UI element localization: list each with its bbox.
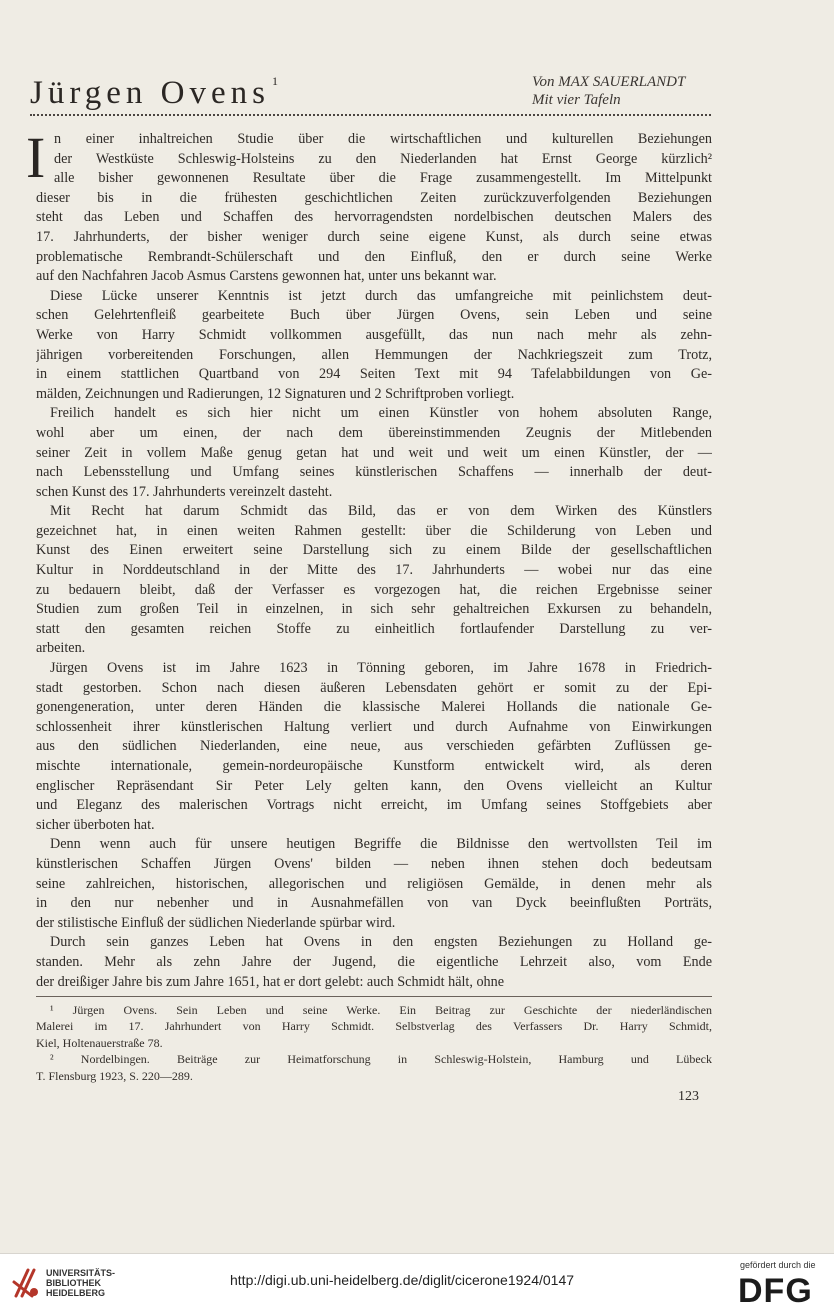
text-line: wohl aber um einen, der nach dem übereinstimmenden Zeugnis der Mitlebenden bbox=[36, 424, 712, 441]
paragraph bbox=[36, 502, 712, 659]
text-line: der dreißiger Jahre bis zum Jahre 1651, hat er dort gelebt: auch Schmidt hält, ohne bbox=[36, 973, 505, 990]
paragraph bbox=[36, 287, 712, 405]
text-line: standen. Mehr als zehn Jahre der Jugend, die eigentliche Lehrzeit also, vom Ende bbox=[36, 953, 712, 970]
text-line: Freilich handelt es sich hier nicht um einen Künstler von hohem absoluten Range, bbox=[50, 405, 712, 422]
text-line: seiner Zeit in vollem Maße genug getan hat und weit und weit um einen Künstler, der — bbox=[36, 444, 712, 461]
text-line: Kunst des Einen erweitert seine Darstellung sich zu einem Bilde der gesellschaftlichen bbox=[36, 542, 712, 559]
footnotes bbox=[36, 1002, 712, 1084]
text-line: Werke von Harry Schmidt vollkommen ausgefüllt, das nun nach mehr als zehn- bbox=[36, 326, 712, 343]
text-line: 17. Jahrhunderts, der bisher weniger durch seine eigene Kunst, als durch seine etwas bbox=[36, 228, 712, 245]
text-line: und Eleganz des malerischen Vortrags nicht erreicht, im Umfang seines Stoffgebiets aber bbox=[36, 797, 712, 814]
paragraph bbox=[36, 835, 712, 933]
footnote-line: ² Nordelbingen. Beiträge zur Heimatforschung in Schleswig-Holstein, Hamburg und Lübeck bbox=[50, 1052, 712, 1067]
text-line: stadt gestorben. Schon nach diesen äußeren Lebensdaten gehört er somit zu der Epi- bbox=[36, 679, 712, 696]
text-line: gezeichnet hat, in einen weiten Rahmen gestellt: über die Schilderung von Leben und bbox=[36, 522, 712, 539]
text-line: schen Kunst des 17. Jahrhunderts vereinzelt dasteht. bbox=[36, 483, 333, 500]
byline bbox=[532, 73, 685, 109]
footnote-line: ¹ Jürgen Ovens. Sein Leben und seine Werke. Ein Beitrag zur Geschichte der niederländischen bbox=[50, 1003, 712, 1017]
text-line: zu bedauern bleibt, daß der Verfasser es vorgezogen hat, die reichen Ergebnisse seiner bbox=[36, 581, 712, 598]
text-line: gonengeneration, unter deren Händen die klassische Malerei Hollands die nationale Ge- bbox=[36, 699, 712, 716]
title-footnote-marker: 1 bbox=[271, 74, 278, 88]
text-line: der Westküste Schleswig-Holsteins zu den Niederlanden hat Ernst George kürzlich² bbox=[54, 150, 712, 167]
footnote-line: Kiel, Holtenauerstraße 78. bbox=[36, 1035, 163, 1050]
text-line: steht das Leben und Schaffen des hervorragendsten nordelbischen deutschen Malers des bbox=[36, 209, 712, 226]
text-line: alle bisher gewonnenen Resultate über die Frage zusammengestellt. Im Mittelpunkt bbox=[54, 170, 712, 187]
paragraph bbox=[36, 404, 712, 502]
footnote bbox=[36, 1051, 712, 1084]
text-line: nach Lebensstellung und Umfang seines künstlerischen Schaffens — innerhalb der deut- bbox=[36, 464, 712, 481]
text-line: statt den gesamten reichen Stoffe zu einheitlich fortlaufender Darstellung zu ver- bbox=[36, 620, 712, 637]
text-line: Durch sein ganzes Leben hat Ovens in den engsten Beziehungen zu Holland ge- bbox=[50, 934, 712, 951]
text-line: auf den Nachfahren Jacob Asmus Carstens gewonnen hat, unter uns bekannt war. bbox=[36, 268, 497, 285]
paragraph bbox=[36, 659, 712, 835]
heidelberg-library-logo-icon bbox=[10, 1262, 42, 1302]
text-line: dieser bis in die frühesten geschichtlichen Zeiten zurückzuverfolgenden Beziehungen bbox=[36, 189, 712, 206]
text-line: mischte internationale, gemein-nordeuropäische Kunstform entwickelt wird, als deren bbox=[36, 758, 712, 774]
text-line: schen Gelehrtenfleiß gearbeitete Buch über Jürgen Ovens, sein Leben und seine bbox=[36, 307, 712, 324]
text-line: Mit Recht hat darum Schmidt das Bild, das er von dem Wirken des Künstlers bbox=[50, 503, 712, 520]
text-line: mälden, Zeichnungen und Radierungen, 12 Signaturen und 2 Schriftproben vorliegt. bbox=[36, 385, 515, 402]
dfg-logo[interactable]: DFG bbox=[738, 1272, 813, 1310]
text-line: künstlerischen Schaffen Jürgen Ovens' bilden — neben ihnen stehen doch bedeutsam bbox=[36, 855, 712, 872]
text-line: schlossenheit ihrer künstlerischen Haltung verliert und durch Aufnahme von Einwirkungen bbox=[36, 718, 712, 735]
paragraph bbox=[36, 933, 712, 992]
footnote bbox=[36, 1002, 712, 1051]
header-rule bbox=[30, 114, 711, 116]
text-line: in den nur nebenher und in Ausnahmefällen von van Dyck beeinflußten Porträts, bbox=[36, 895, 712, 912]
text-line: der stilistische Einfluß der südlichen Niederlande spürbar wird. bbox=[36, 914, 396, 931]
paragraph bbox=[26, 125, 712, 287]
byline-subtitle: Mit vier Tafeln bbox=[532, 92, 621, 108]
viewer-footer bbox=[0, 1253, 834, 1314]
text-line: n einer inhaltreichen Studie über die wirtschaftlichen und kulturellen Beziehungen bbox=[54, 131, 712, 147]
article-title: Jürgen Ovens $^1$ bbox=[30, 74, 278, 111]
library-name[interactable]: UNIVERSITÄTS- BIBLIOTHEK HEIDELBERG bbox=[46, 1268, 116, 1298]
footnote-line: T. Flensburg 1923, S. 220—289. bbox=[36, 1068, 193, 1083]
permalink-url[interactable]: http://digi.ub.uni-heidelberg.de/diglit/cicerone1924/0147 bbox=[230, 1272, 575, 1288]
text-line: Denn wenn auch für unsere heutigen Begriffe die Bildnisse den wertvollsten Teil im bbox=[50, 836, 712, 853]
page-number: 123 bbox=[678, 1089, 699, 1104]
sponsor-label: gefördert durch die bbox=[740, 1260, 816, 1270]
text-line: seine zahlreichen, historischen, allegorischen und religiösen Gemälde, in denen mehr als bbox=[36, 875, 712, 892]
article-body bbox=[26, 125, 712, 992]
text-line: Studien zum großen Teil in einzelnen, in sich sehr gehaltreichen Exkursen zu behandeln, bbox=[36, 601, 712, 618]
text-line: problematische Rembrandt-Schülerschaft und den Einfluß, den er durch seine Werke bbox=[36, 248, 712, 265]
text-line: Jürgen Ovens ist im Jahre 1623 in Tönning geboren, im Jahre 1678 in Friedrich- bbox=[50, 660, 712, 677]
text-line: sicher überboten hat. bbox=[36, 816, 155, 833]
text-line: Diese Lücke unserer Kenntnis ist jetzt durch das umfangreiche mit peinlichstem deut- bbox=[50, 287, 712, 304]
text-line: aus den südlichen Niederlanden, eine neue, aus verschieden gefärbten Zuflüssen ge- bbox=[36, 738, 712, 755]
drop-cap: I bbox=[26, 125, 46, 190]
text-line: Kultur in Norddeutschland in der Mitte des 17. Jahrhunderts — wobei nur das eine bbox=[36, 562, 712, 579]
text-line: arbeiten. bbox=[36, 640, 86, 657]
footnote-line: Malerei im 17. Jahrhundert von Harry Schmidt. Selbstverlag des Verfassers Dr. Harry Schmidt, bbox=[36, 1019, 712, 1034]
text-line: in einem stattlichen Quartband von 294 Seiten Text mit 94 Tafelabbildungen von Ge- bbox=[36, 366, 712, 383]
text-line: englischer Repräsendant Sir Peter Lely gelten kann, den Ovens vielleicht an Kultur bbox=[36, 777, 712, 794]
text-line: jährigen vorbereitenden Forschungen, allen Hemmungen der Nachkriegszeit zum Trotz, bbox=[36, 346, 712, 363]
footnote-rule bbox=[36, 996, 712, 997]
byline-author: Von MAX SAUERLANDT bbox=[532, 74, 686, 90]
